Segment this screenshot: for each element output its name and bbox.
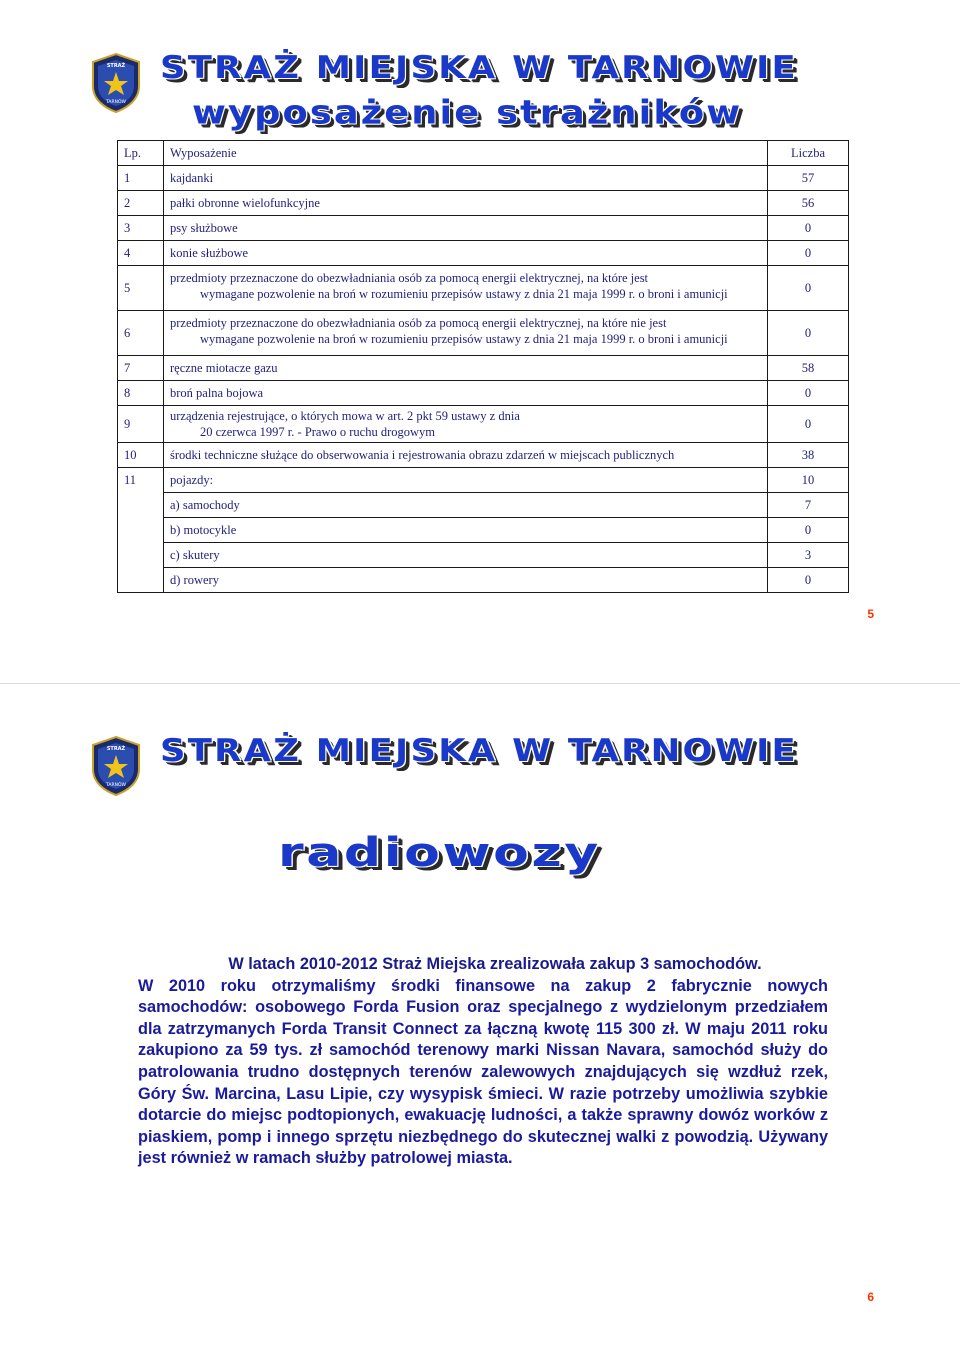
row-item-first-line: urządzenia rejestrujące, o których mowa w art. 2 pkt 59 ustawy z dnia	[170, 409, 520, 423]
row-count: 0	[768, 241, 849, 266]
table-row	[118, 356, 849, 381]
row-item: a) samochody	[164, 493, 768, 518]
row-item-continuation: wymagane pozwolenie na broń w rozumieniu przepisów ustawy z dnia 21 maja 1999 r. o broni i amunicji	[200, 332, 728, 346]
row-count: 0	[768, 568, 849, 593]
table-row	[118, 493, 849, 518]
table-row	[118, 381, 849, 406]
row-lp: 10	[118, 443, 164, 468]
table-row	[118, 443, 849, 468]
header-item: Wyposażenie	[164, 141, 768, 166]
header-lp: Lp.	[118, 141, 164, 166]
description-paragraph: W 2010 roku otrzymaliśmy środki finansowe na zakup 2 fabrycznie nowych samochodów: osobowego Forda Fusion oraz specjalnego z wydzielonym przedziałem dla zatrzymanych Forda Transit Connect za łączną kwotę 115 300 zł. W maju 2011 roku zakupiono za 59 tys. zł samochód terenowy marki Nissan Navara, samochód służy do patrolowania trudno dostępnych terenów zalewowych znajdujących się wzdłuż rzek, Góry Św. Marcina, Lasu Lipie, czy wysypisk śmieci. W razie potrzeby umożliwia szybkie dotarcie do miejsc podtopionych, ewakuację ludności, a także sprawny dowóz worków z piaskiem, pomp i innego sprzętu niezbędnego do skutecznej walki z powodzią. Używany jest również w ramach służby patrolowej miasta.	[138, 976, 828, 1168]
row-item	[164, 406, 768, 443]
row-lp: 7	[118, 356, 164, 381]
row-lp: 1	[118, 166, 164, 191]
table-header-row	[118, 141, 849, 166]
row-item-continuation: 20 czerwca 1997 r. - Prawo o ruchu drogowym	[200, 425, 436, 439]
city-guard-badge-icon	[89, 735, 143, 797]
table-row	[118, 311, 849, 356]
table-row	[118, 241, 849, 266]
row-lp: 9	[118, 406, 164, 443]
row-lp: 8	[118, 381, 164, 406]
row-lp: 2	[118, 191, 164, 216]
banner-title: STRAŻ MIEJSKA W TARNOWIE	[160, 733, 798, 769]
lead-sentence: W latach 2010-2012 Straż Miejska zrealizowała zakup 3 samochodów.	[228, 955, 762, 973]
row-lp: 6	[118, 311, 164, 356]
row-lp	[118, 543, 164, 568]
banner-title: STRAŻ MIEJSKA W TARNOWIE	[160, 50, 798, 86]
row-count: 0	[768, 406, 849, 443]
row-item	[164, 266, 768, 311]
row-lp: 3	[118, 216, 164, 241]
row-item: d) rowery	[164, 568, 768, 593]
row-lp: 4	[118, 241, 164, 266]
row-lp: 11	[118, 468, 164, 493]
row-count: 3	[768, 543, 849, 568]
row-item: środki techniczne służące do obserwowania i rejestrowania obrazu zdarzeń w miejscach publicznych	[164, 443, 768, 468]
row-count: 0	[768, 266, 849, 311]
header-count: Liczba	[768, 141, 849, 166]
table-row	[118, 166, 849, 191]
table-row	[118, 568, 849, 593]
row-item-first-line: przedmioty przeznaczone do obezwładniania osób za pomocą energii elektrycznej, na które nie jest	[170, 316, 667, 330]
row-item: psy służbowe	[164, 216, 768, 241]
banner-subtitle: wyposażenie strażników	[192, 94, 743, 132]
row-lp: 5	[118, 266, 164, 311]
table-row	[118, 191, 849, 216]
row-count: 56	[768, 191, 849, 216]
row-item: pojazdy:	[164, 468, 768, 493]
row-lp	[118, 518, 164, 543]
row-count: 0	[768, 311, 849, 356]
row-count: 0	[768, 518, 849, 543]
row-item	[164, 311, 768, 356]
badge-label-bottom: TARNÓW	[106, 100, 126, 105]
row-item: b) motocykle	[164, 518, 768, 543]
row-item: konie służbowe	[164, 241, 768, 266]
row-item-continuation: wymagane pozwolenie na broń w rozumieniu przepisów ustawy z dnia 21 maja 1999 r. o broni i amunicji	[200, 287, 728, 301]
row-lp	[118, 568, 164, 593]
row-count: 0	[768, 216, 849, 241]
body-text	[138, 954, 828, 1170]
row-count: 38	[768, 443, 849, 468]
row-count: 10	[768, 468, 849, 493]
row-item: pałki obronne wielofunkcyjne	[164, 191, 768, 216]
city-guard-badge-icon	[89, 52, 143, 114]
page-number: 5	[867, 607, 874, 621]
banner-subtitle: radiowozy	[278, 830, 601, 876]
table-row	[118, 406, 849, 443]
row-item: kajdanki	[164, 166, 768, 191]
badge-label-top: STRAŻ	[106, 63, 126, 69]
slide-equipment	[0, 0, 960, 683]
row-item: c) skutery	[164, 543, 768, 568]
row-item-first-line: przedmioty przeznaczone do obezwładniania osób za pomocą energii elektrycznej, na które jest	[170, 271, 649, 285]
table-row	[118, 518, 849, 543]
row-count: 58	[768, 356, 849, 381]
row-count: 57	[768, 166, 849, 191]
row-lp	[118, 493, 164, 518]
badge-label-bottom: TARNÓW	[106, 783, 126, 788]
row-count: 7	[768, 493, 849, 518]
equipment-table	[117, 140, 849, 593]
page-number: 6	[867, 1290, 874, 1304]
table-row	[118, 543, 849, 568]
slide-patrol-cars	[0, 684, 960, 1367]
table-row	[118, 216, 849, 241]
table-row	[118, 266, 849, 311]
badge-label-top: STRAŻ	[106, 746, 126, 752]
table-row	[118, 468, 849, 493]
row-item: ręczne miotacze gazu	[164, 356, 768, 381]
row-count: 0	[768, 381, 849, 406]
row-item: broń palna bojowa	[164, 381, 768, 406]
